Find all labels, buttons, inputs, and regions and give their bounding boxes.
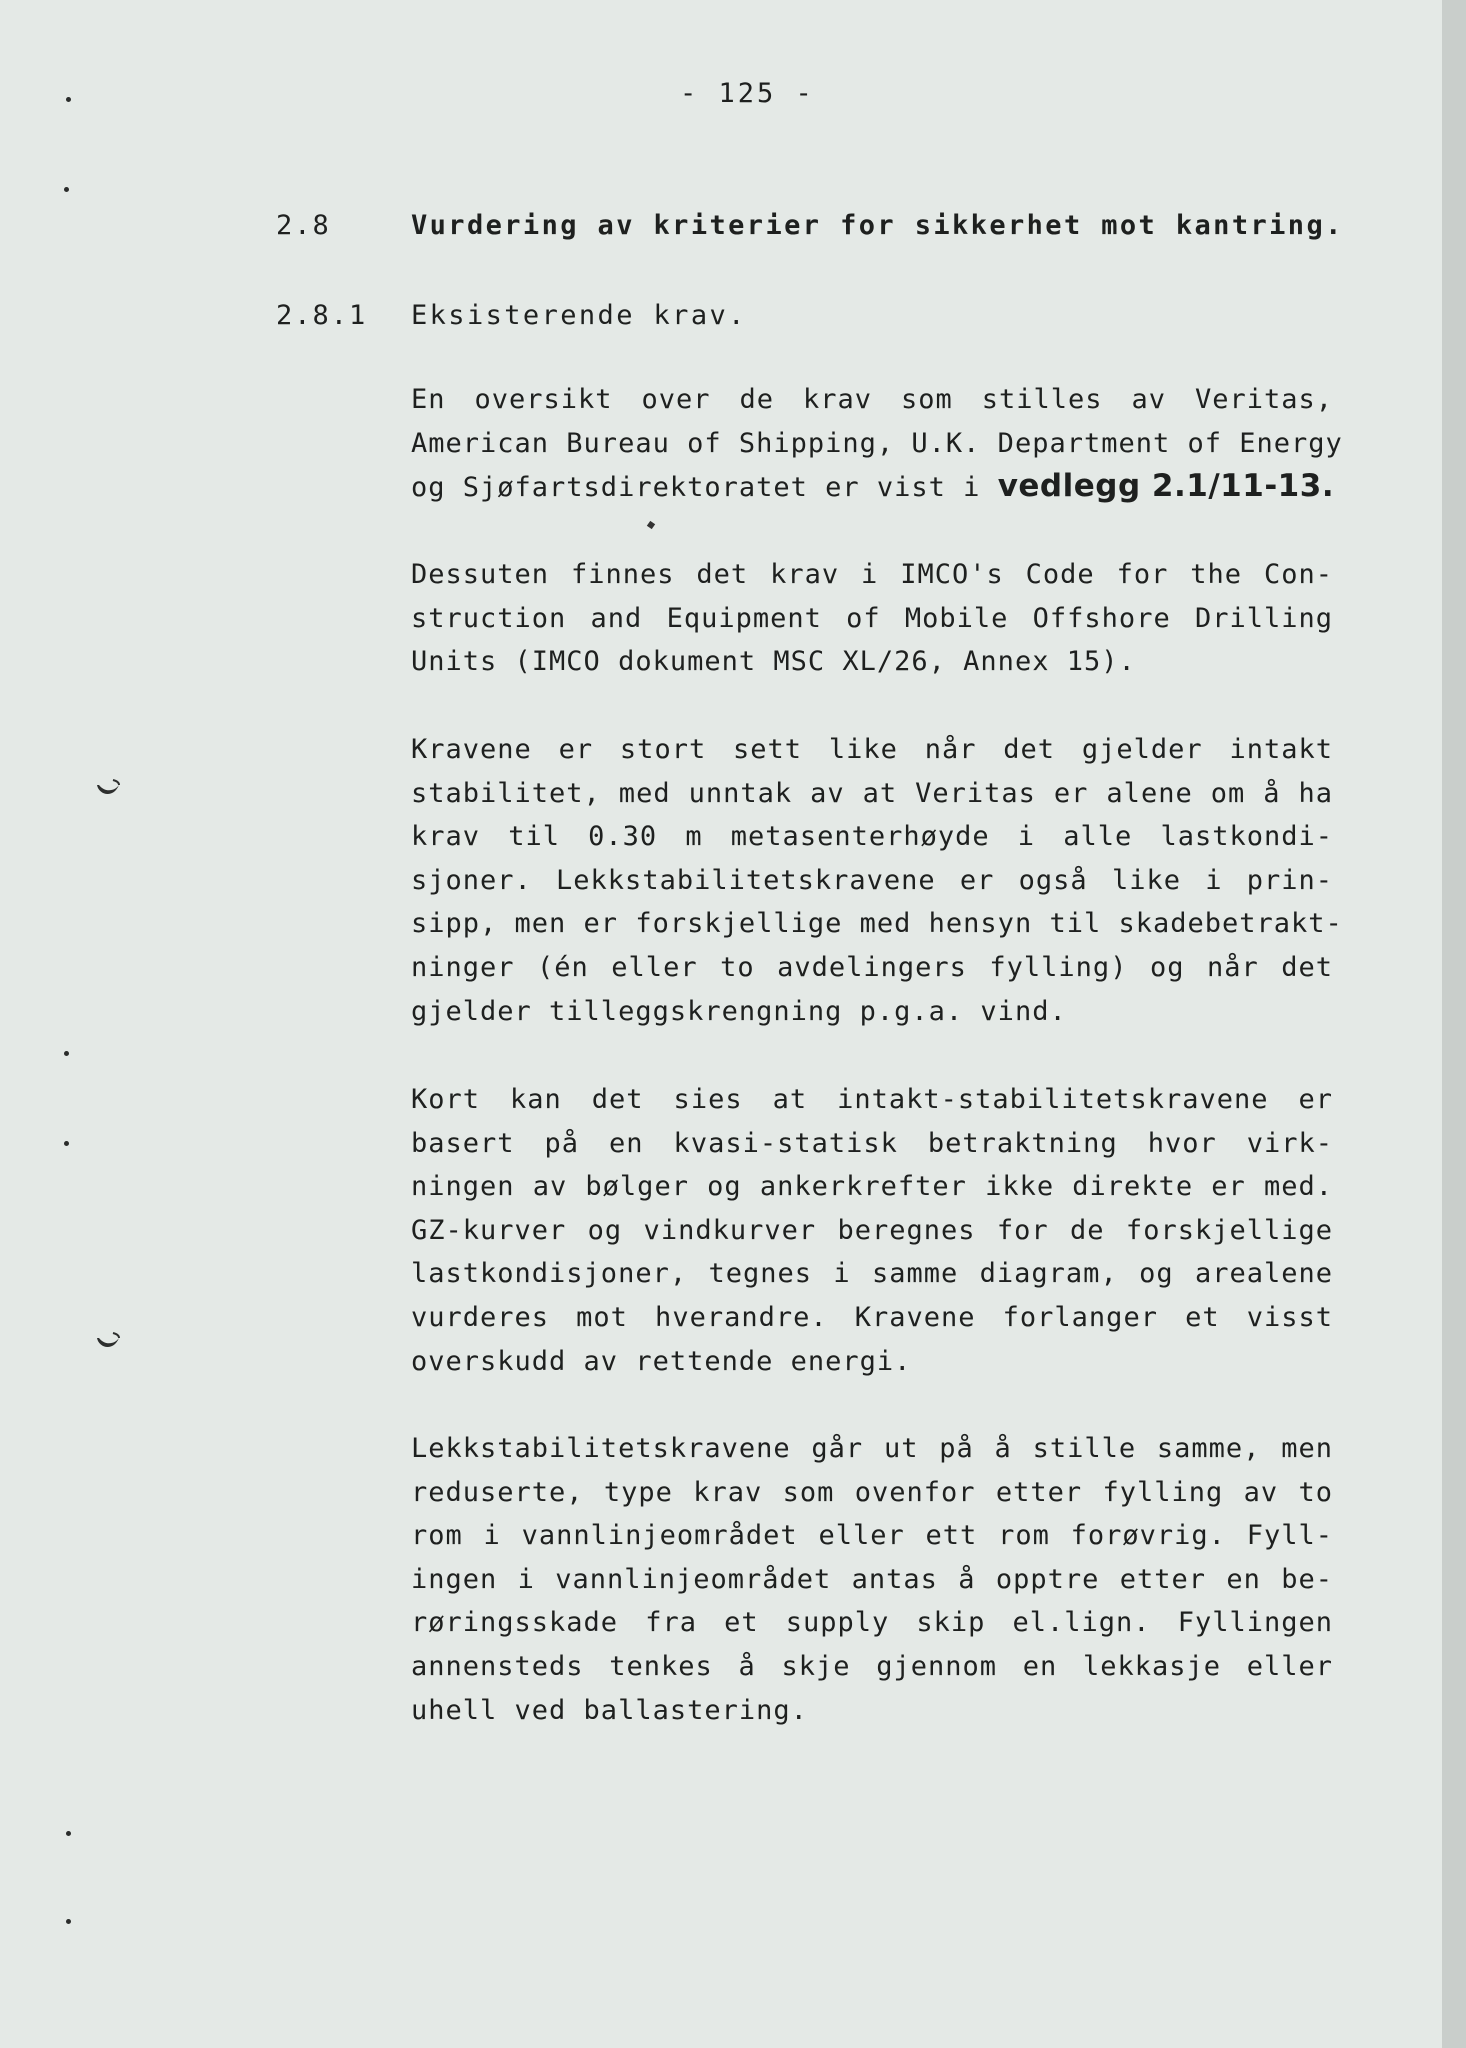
- text-line: sipp, men er forskjellige med hensyn til skadebetrakt-: [411, 908, 1343, 940]
- text-line: lastkondisjoner, tegnes i samme diagram, og arealene: [411, 1258, 1333, 1290]
- paragraph: [411, 728, 1343, 1033]
- appendix-reference: vedlegg 2.1/11-13.: [997, 468, 1335, 505]
- text-line: krav til 0.30 m metasenterhøyde i alle lastkondi-: [411, 821, 1333, 853]
- text-line: gjelder tilleggskrengning p.g.a. vind.: [411, 995, 1067, 1027]
- text-line: [411, 465, 1333, 509]
- section-title: Vurdering av kriterier for sikkerhet mot kantring.: [411, 210, 1344, 241]
- text-line: røringsskade fra et supply skip el.lign. Fyllingen: [411, 1607, 1333, 1639]
- text-line: ningen av bølger og ankerkrefter ikke direkte er med.: [411, 1171, 1333, 1203]
- text-line: Kravene er stort sett like når det gjelder intakt: [411, 734, 1333, 765]
- text-line: sjoner. Lekkstabilitetskravene er også like i prin-: [411, 864, 1333, 896]
- punch-hole-mark: [95, 1330, 121, 1352]
- margin-dot: [64, 1051, 69, 1056]
- paragraph: [411, 553, 1333, 684]
- text-line: ninger (én eller to avdelingers fylling) og når det: [411, 951, 1333, 983]
- text-line: Lekkstabilitetskravene går ut på å stille samme, men: [411, 1433, 1333, 1464]
- text-line: En oversikt over de krav som stilles av Veritas,: [411, 384, 1333, 415]
- text-line-start: og Sjøfartsdirektoratet er vist i: [411, 472, 998, 504]
- text-line: American Bureau of Shipping, U.K. Department of Energy: [411, 427, 1343, 459]
- text-line: reduserte, type krav som ovenfor etter fylling av to: [411, 1476, 1333, 1508]
- text-line: struction and Equipment of Mobile Offshore Drilling: [411, 602, 1333, 634]
- margin-dot: [64, 187, 69, 192]
- scan-edge: [1442, 0, 1466, 2048]
- text-line: rom i vannlinjeområdet eller ett rom forøvrig. Fyll-: [411, 1520, 1333, 1552]
- text-line: basert på en kvasi-statisk betraktning hvor virk-: [411, 1127, 1333, 1159]
- section-number: 2.8: [276, 210, 331, 241]
- margin-dot: [66, 1919, 71, 1924]
- text-line: stabilitet, med unntak av at Veritas er alene om å ha: [411, 777, 1333, 809]
- text-line: Kort kan det sies at intakt-stabilitetskravene er: [411, 1084, 1333, 1115]
- paragraph: [411, 378, 1343, 509]
- margin-dot: [66, 97, 71, 102]
- text-line: vurderes mot hverandre. Kravene forlanger et visst: [411, 1301, 1333, 1333]
- text-line: overskudd av rettende energi.: [411, 1345, 912, 1377]
- text-line: GZ-kurver og vindkurver beregnes for de forskjellige: [411, 1214, 1333, 1246]
- paragraph: [411, 1078, 1333, 1383]
- text-line: Units (IMCO dokument MSC XL/26, Annex 15).: [411, 646, 1136, 678]
- page-number: - 125 -: [680, 78, 815, 109]
- paragraph: [411, 1427, 1333, 1732]
- text-line: Dessuten finnes det krav i IMCO's Code for the Con-: [411, 559, 1333, 590]
- subsection-number: 2.8.1: [276, 300, 368, 331]
- text-line: ingen i vannlinjeområdet antas å opptre etter en be-: [411, 1563, 1333, 1595]
- subsection-title: Eksisterende krav.: [411, 300, 747, 331]
- text-line: uhell ved ballastering.: [411, 1694, 808, 1726]
- margin-dot: [64, 1141, 69, 1146]
- punch-hole-mark: [95, 777, 121, 799]
- margin-dot: [66, 1831, 71, 1836]
- text-line: annensteds tenkes å skje gjennom en lekkasje eller: [411, 1650, 1333, 1682]
